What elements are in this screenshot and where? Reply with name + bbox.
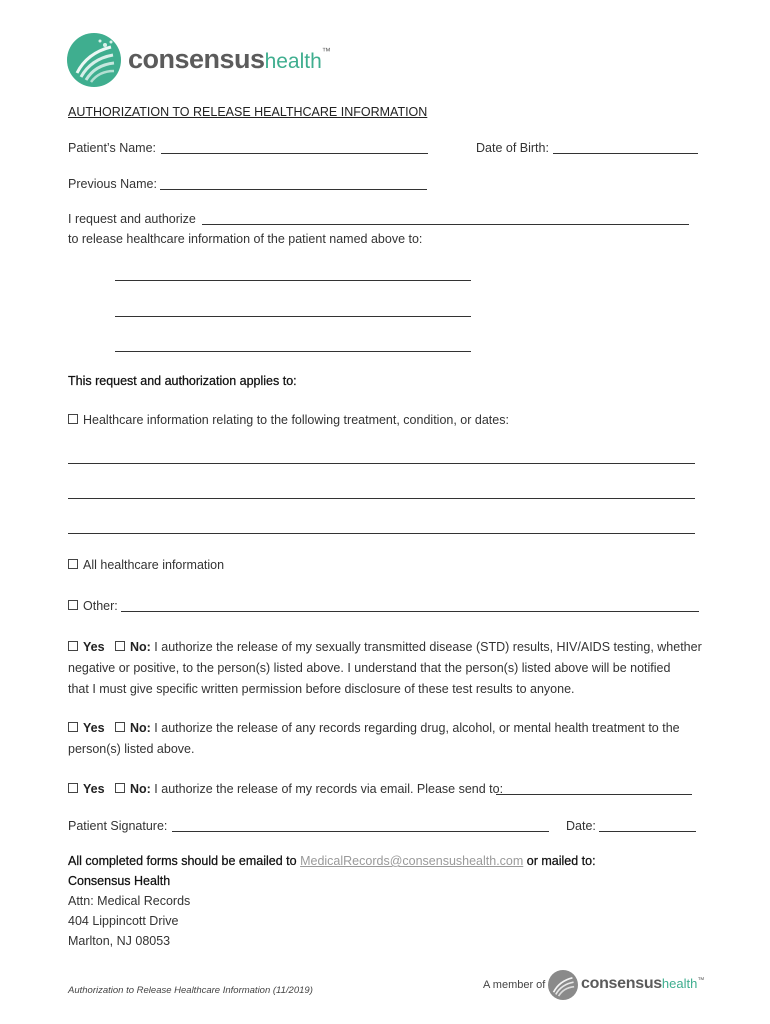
std-yes-label: Yes [83, 640, 105, 654]
address-city: Marlton, NJ 08053 [68, 934, 171, 948]
applies-heading: This request and authorization applies to: [68, 374, 297, 388]
member-of-label: A member of [483, 979, 546, 991]
submission-intro: All completed forms should be emailed to [68, 854, 297, 868]
footer-doc-name: Authorization to Release Healthcare Information (11/2019) [68, 985, 313, 996]
drug-no-label: No: [129, 721, 151, 735]
address-attn: Attn: Medical Records [68, 894, 191, 908]
previous-name-field[interactable] [160, 189, 427, 190]
signature-label: Patient Signature: [68, 819, 168, 833]
drug-no-checkbox[interactable] [115, 722, 125, 732]
dob-label: Date of Birth: [476, 141, 549, 155]
drug-yes-checkbox[interactable] [68, 722, 78, 732]
std-consent-text-1: I authorize the release of my sexually transmitted disease (STD) results, HIV/AIDS testing, whether [154, 640, 702, 654]
request-authorize-label: I request and authorize [68, 212, 196, 226]
previous-name-label: Previous Name: [68, 177, 157, 191]
footer-logo-mark-icon [548, 970, 578, 1000]
signature-field[interactable] [172, 831, 549, 832]
email-yes-checkbox[interactable] [68, 783, 78, 793]
std-consent-text-2: negative or positive, to the person(s) listed above. I understand that the person(s) listed above will be notified [68, 661, 671, 675]
treatment-line-3[interactable] [68, 533, 695, 534]
signature-date-label: Date: [566, 819, 596, 833]
logo-mark-icon [67, 33, 121, 87]
submission-line [68, 853, 596, 869]
recipient-line-3[interactable] [115, 351, 471, 352]
other-field[interactable] [121, 611, 699, 612]
drug-yes-label: Yes [83, 721, 105, 735]
patient-name-field[interactable] [161, 153, 428, 154]
treatment-line-2[interactable] [68, 498, 695, 499]
footer-brand-health: health [661, 976, 698, 991]
email-consent-row [68, 781, 503, 797]
option-other-label: Other: [83, 599, 118, 613]
email-no-checkbox[interactable] [115, 783, 125, 793]
option-all [68, 557, 224, 573]
logo-brand-consensus: consensus [128, 44, 265, 74]
other-checkbox[interactable] [68, 600, 78, 610]
footer-member [483, 979, 545, 991]
email-consent-text: I authorize the release of my records via email. Please send to: [154, 782, 504, 796]
patient-name-label: Patient’s Name: [68, 141, 157, 155]
treatment-checkbox[interactable] [68, 414, 78, 424]
drug-consent-text-2: person(s) listed above. [68, 742, 195, 756]
recipient-line-2[interactable] [115, 316, 471, 317]
submission-outro: or mailed to: [526, 854, 596, 868]
email-address-field[interactable] [496, 794, 692, 795]
authorized-party-field[interactable] [202, 224, 689, 225]
option-all-label: All healthcare information [83, 558, 225, 572]
email-yes-label: Yes [83, 782, 105, 796]
logo-brand-health: health [264, 50, 322, 73]
std-yes-checkbox[interactable] [68, 641, 78, 651]
std-consent-text-3: that I must give specific written permission before disclosure of these test results to anyone. [68, 682, 575, 696]
option-treatment [68, 412, 509, 428]
footer-trademark: ™ [697, 977, 705, 984]
logo-trademark: ™ [321, 46, 331, 56]
std-no-checkbox[interactable] [115, 641, 125, 651]
drug-consent-text-1: I authorize the release of any records regarding drug, alcohol, or mental health treatment to the [154, 721, 680, 735]
signature-date-field[interactable] [599, 831, 696, 832]
all-info-checkbox[interactable] [68, 559, 78, 569]
address-org: Consensus Health [68, 874, 171, 888]
option-treatment-label: Healthcare information relating to the following treatment, condition, or dates: [83, 413, 509, 427]
recipient-line-1[interactable] [115, 280, 471, 281]
release-to-text: to release healthcare information of the patient named above to: [68, 232, 423, 246]
footer-brand-consensus: consensus [581, 975, 662, 992]
treatment-line-1[interactable] [68, 463, 695, 464]
std-no-label: No: [129, 640, 151, 654]
std-consent-row [68, 639, 702, 655]
option-other [68, 598, 118, 614]
email-no-label: No: [129, 782, 151, 796]
drug-consent-row [68, 720, 680, 736]
address-street: 404 Lippincott Drive [68, 914, 179, 928]
footer-brand [581, 975, 704, 993]
email-link[interactable]: MedicalRecords@consensushealth.com [300, 854, 524, 868]
form-title: AUTHORIZATION TO RELEASE HEALTHCARE INFORMATION [68, 105, 428, 119]
dob-field[interactable] [553, 153, 698, 154]
